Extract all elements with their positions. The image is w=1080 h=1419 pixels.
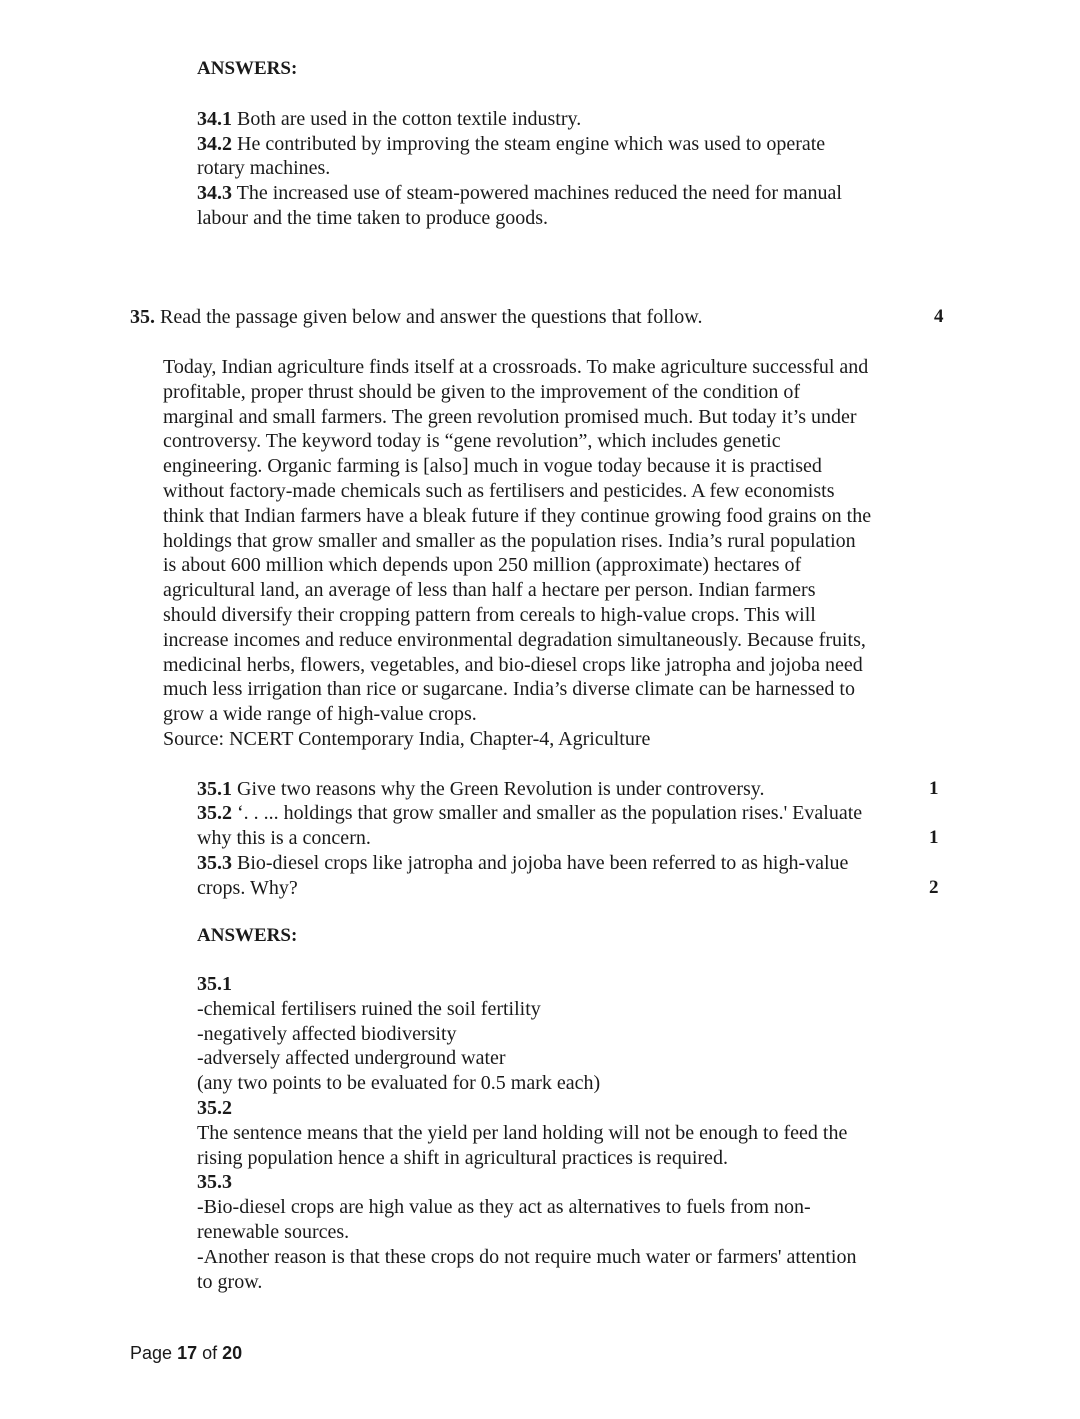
subquestion-number: 35.1 xyxy=(197,778,232,800)
answer-number: 34.1 xyxy=(197,108,232,130)
answer-text-continued: rotary machines. xyxy=(197,157,331,179)
answer-34-1 xyxy=(197,107,581,132)
passage-line: engineering. Organic farming is [also] much in vogue today because it is practised xyxy=(163,455,822,478)
answer-line: to grow. xyxy=(197,1270,263,1293)
subquestion-marks: 2 xyxy=(929,877,939,898)
subquestion-number: 35.2 xyxy=(197,802,232,824)
answer-line: -negatively affected biodiversity xyxy=(197,1022,457,1045)
answer-line: -Bio-diesel crops are high value as they act as alternatives to fuels from non- xyxy=(197,1196,811,1219)
answer-line: -adversely affected underground water xyxy=(197,1047,506,1070)
passage-line: much less irrigation than rice or sugarcane. India’s diverse climate can be harnessed to xyxy=(163,678,855,701)
passage-line: medicinal herbs, flowers, vegetables, and bio-diesel crops like jatropha and jojoba need xyxy=(163,653,863,676)
page-label: Page xyxy=(130,1343,173,1363)
passage-line: agricultural land, an average of less than half a hectare per person. Indian farmers xyxy=(163,579,816,602)
total-pages: 20 xyxy=(222,1343,243,1363)
subquestion-number: 35.3 xyxy=(197,852,232,874)
subquestion-text: Give two reasons why the Green Revolution is under controversy. xyxy=(237,778,765,800)
subquestion-text: Bio-diesel crops like jatropha and jojoba have been referred to as high-value xyxy=(237,852,849,874)
passage-line: think that Indian farmers have a bleak future if they continue growing food grains on the xyxy=(163,504,872,527)
subquestion-text-continued: why this is a concern. xyxy=(197,827,371,849)
passage-line: grow a wide range of high-value crops. xyxy=(163,703,477,726)
passage-line: marginal and small farmers. The green revolution promised much. But today it’s under xyxy=(163,405,857,428)
answer-text: He contributed by improving the steam engine which was used to operate xyxy=(237,133,826,155)
passage-source: Source: NCERT Contemporary India, Chapter-4, Agriculture xyxy=(163,727,651,750)
subquestion-text-continued: crops. Why? xyxy=(197,877,298,899)
answer-number: 35.2 xyxy=(197,1096,232,1119)
answer-text: Both are used in the cotton textile industry. xyxy=(237,108,582,130)
answer-34-2 xyxy=(197,132,825,157)
subquestion-text: ‘. . ... holdings that grow smaller and smaller as the population rises.' Evaluate xyxy=(237,802,863,824)
subquestion-marks: 1 xyxy=(929,778,939,799)
passage-line: Today, Indian agriculture finds itself at a crossroads. To make agriculture successful and xyxy=(163,356,869,378)
answer-line: rising population hence a shift in agricultural practices is required. xyxy=(197,1146,728,1169)
answer-line: -Another reason is that these crops do not require much water or farmers' attention xyxy=(197,1245,857,1268)
subquestion-35-1 xyxy=(197,777,764,802)
answer-number: 34.3 xyxy=(197,182,232,204)
passage-line: profitable, proper thrust should be given to the improvement of the condition of xyxy=(163,380,801,403)
question-number: 35. xyxy=(130,306,155,328)
answer-34-3 xyxy=(197,181,842,206)
subquestion-35-2 xyxy=(197,801,862,826)
answer-text: The increased use of steam-powered machines reduced the need for manual xyxy=(236,182,842,204)
current-page: 17 xyxy=(177,1343,198,1363)
answer-line: The sentence means that the yield per land holding will not be enough to feed the xyxy=(197,1121,848,1144)
passage-line: without factory-made chemicals such as fertilisers and pesticides. A few economists xyxy=(163,479,835,502)
answer-line: (any two points to be evaluated for 0.5 mark each) xyxy=(197,1072,601,1095)
passage-line: holdings that grow smaller and smaller as the population rises. India’s rural population xyxy=(163,529,856,552)
subquestion-marks: 1 xyxy=(929,827,939,848)
question-35-prompt xyxy=(130,305,702,330)
answer-line: -chemical fertilisers ruined the soil fertility xyxy=(197,997,541,1020)
answer-number: 34.2 xyxy=(197,133,232,155)
question-35-marks: 4 xyxy=(934,306,944,327)
passage-line: increase incomes and reduce environmental degradation simultaneously. Because fruits, xyxy=(163,628,866,651)
question-prompt-text: Read the passage given below and answer the questions that follow. xyxy=(160,306,703,328)
page-of: of xyxy=(202,1343,218,1363)
answer-text-continued: labour and the time taken to produce goods. xyxy=(197,207,549,229)
answer-line: renewable sources. xyxy=(197,1220,350,1243)
answers-35-body xyxy=(197,972,857,1294)
page-number xyxy=(130,1343,242,1364)
answer-number: 35.3 xyxy=(197,1171,232,1194)
passage-line: controversy. The keyword today is “gene revolution”, which includes genetic xyxy=(163,430,781,453)
passage-line: should diversify their cropping pattern from cereals to high-value crops. This will xyxy=(163,603,816,626)
passage xyxy=(163,355,871,752)
subquestion-35-3 xyxy=(197,851,848,876)
passage-line: is about 600 million which depends upon 250 million (approximate) hectares of xyxy=(163,554,802,577)
answer-number: 35.1 xyxy=(197,973,232,995)
answers-35-heading: ANSWERS: xyxy=(197,925,298,946)
answers-34-heading: ANSWERS: xyxy=(197,58,298,79)
